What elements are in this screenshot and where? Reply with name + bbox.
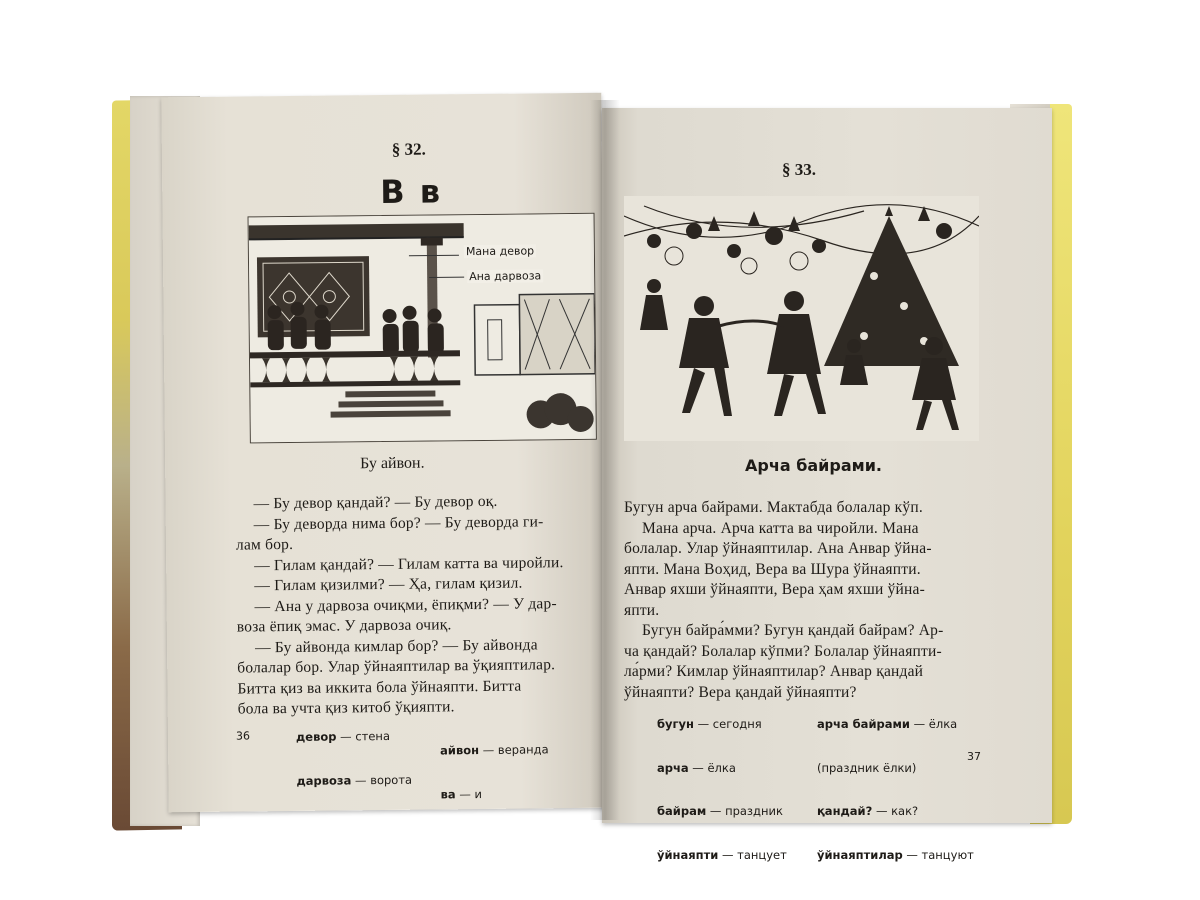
right-page bbox=[602, 108, 1052, 862]
text-line: Бугун байра́мми? Бугун қандай байрам? Ар- bbox=[642, 622, 944, 639]
veranda-drawing bbox=[249, 214, 596, 443]
left-page bbox=[161, 93, 608, 813]
text-line: Битта қиз ва иккита бола ўйнаяпти. Битта bbox=[237, 677, 522, 698]
vocab-entry: байрам — праздник bbox=[657, 804, 783, 818]
vocab-entry: арча — ёлка bbox=[657, 760, 736, 775]
lesson-text bbox=[624, 498, 943, 703]
vocab-column-2 bbox=[440, 713, 550, 830]
vocab-entry: бугун — сегодня bbox=[657, 717, 762, 731]
text-line: болалар бор. Улар ўйнаяптилар ва ўқияптилар. bbox=[237, 656, 556, 677]
vocab-column-1 bbox=[296, 700, 413, 817]
vocab-entry: (праздник ёлки) bbox=[817, 760, 917, 775]
page-number: 37 bbox=[967, 750, 981, 763]
text-line: — Ана у дарвоза очиқми, ёпиқми? — У дар- bbox=[254, 594, 557, 615]
letter-heading: В в bbox=[380, 172, 443, 212]
text-line: — Гилам қандай? — Гилам катта ва чиройли. bbox=[254, 553, 564, 574]
book-spine bbox=[590, 100, 620, 820]
new-year-celebration-illustration bbox=[624, 196, 979, 441]
section-number: § 32. bbox=[391, 139, 426, 159]
section-number: § 33. bbox=[782, 160, 816, 179]
vocab-entry: қандай? — как? bbox=[817, 804, 919, 818]
vocab-column-1 bbox=[657, 688, 787, 891]
vocab-column-2 bbox=[817, 688, 974, 891]
text-line: Анвар яхши ўйнаяпти, Вера ҳам яхши ўйна- bbox=[624, 581, 925, 598]
text-line: Мана арча. Арча катта ва чиройли. Мана bbox=[642, 519, 919, 537]
lesson-text bbox=[235, 491, 565, 720]
text-line: бола ва учта қиз китоб ўқияпти. bbox=[237, 698, 455, 718]
vocab-entry: ўйнаяптилар — танцуют bbox=[817, 847, 974, 862]
picture-label-wall: Мана девор bbox=[465, 244, 535, 259]
text-line: — Гилам қизилми? — Ҳа, гилам қизил. bbox=[254, 574, 523, 595]
text-line: ўйнаяпти? Вера қандай ўйнаяпти? bbox=[624, 683, 857, 701]
text-line: япти. Мана Воҳид, Вера ва Шура ўйнаяпти. bbox=[624, 560, 921, 578]
picture-caption: Арча байрами. bbox=[745, 456, 882, 475]
text-line: ча қандай? Болалар кўпми? Болалар ўйнаяпти- bbox=[624, 642, 942, 660]
text-line: — Бу девор қандай? — Бу девор оқ. bbox=[253, 492, 498, 513]
picture-caption: Бу айвон. bbox=[360, 454, 425, 473]
veranda-illustration bbox=[248, 213, 597, 444]
vocab-entry: айвон — веранда bbox=[440, 742, 549, 758]
vocab-entry: девор — стена bbox=[295, 728, 391, 744]
text-line: болалар. Улар ўйнаяптилар. Ана Анвар ўйна- bbox=[624, 540, 932, 557]
page-number: 36 bbox=[235, 729, 251, 743]
picture-label-gate: Ана дарвоза bbox=[469, 269, 542, 284]
dancing-children-drawing bbox=[624, 196, 979, 441]
text-line: ла́рми? Кимлар ўйнаяптилар? Анвар қандай bbox=[624, 663, 924, 680]
vocab-entry: арча байрами — ёлка bbox=[817, 717, 958, 731]
text-line: Бугун арча байрами. Мактабда болалар кўп. bbox=[624, 499, 923, 516]
vocab-entry: дарвоза — ворота bbox=[296, 772, 413, 788]
text-line: — Бу айвонда кимлар бор? — Бу айвонда bbox=[254, 635, 538, 656]
text-line: воза ёпиқ эмас. У дарвоза очиқ. bbox=[236, 616, 452, 636]
vocab-entry: ўйнаяпти — танцует bbox=[657, 847, 787, 862]
text-line: — Бу деворда нима бор? — Бу деворда ги- bbox=[253, 512, 544, 533]
text-line: япти. bbox=[624, 601, 660, 619]
text-line: лам бор. bbox=[235, 535, 294, 554]
vocab-entry: ва — и bbox=[440, 786, 482, 801]
